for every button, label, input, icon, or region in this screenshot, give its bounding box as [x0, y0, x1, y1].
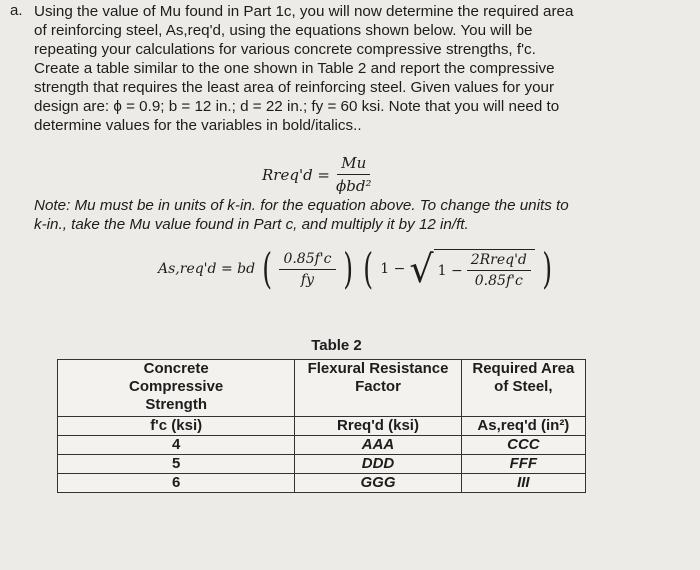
table-2 [57, 337, 586, 493]
formula-term: 1 − [380, 261, 406, 277]
formula-numerator: Mu [337, 154, 370, 175]
header-cell: Flexural Resistance Factor [295, 360, 461, 417]
question-label: a. [10, 2, 23, 19]
question-line: Create a table similar to the one shown in Table 2 and report the compressive [34, 60, 555, 77]
unit-cell: f'c (ksi) [58, 417, 295, 436]
square-root: √ 1 − $\frac{\text{2Rreq'd}}{0.85f'c}$ [409, 249, 535, 289]
formula-lhs: Rreq'd = [262, 165, 331, 184]
table-cell: DDD [295, 455, 461, 474]
formula-denominator: 0.85f'c [474, 273, 523, 289]
table-cell: III [461, 474, 585, 493]
rreqd-formula [262, 154, 371, 195]
question-line: design are: ϕ = 0.9; b = 12 in.; d = 22 in.; fy = 60 ksi. Note that you will need to [34, 98, 560, 115]
question-line: determine values for the variables in bold/italics.. [34, 117, 362, 134]
formula-denominator: ϕbd² [336, 177, 372, 195]
note-line: k-in., take the Mu value found in Part c, and multiply it by 12 in/ft. [34, 216, 469, 233]
table-header-row [58, 360, 586, 417]
note-line: Note: Mu must be in units of k-in. for the equation above. To change the units to [34, 197, 569, 214]
as-reqd-formula: As,req'd = bd ( $\frac{0.85f'c}{fy}$ ) ( 1 − √ 1 − $\frac{\text{2Rreq'd}}{0.85f'c}$ ) [158, 244, 553, 293]
table-cell: GGG [295, 474, 461, 493]
formula-fraction [336, 154, 371, 195]
units-note [34, 196, 674, 234]
question-line: of reinforcing steel, As,req'd, using the equations shown below. You will be [34, 22, 533, 39]
table-cell: 5 [58, 455, 295, 474]
question-line: strength that requires the least area of reinforcing steel. Given values for your [34, 79, 555, 96]
formula-numerator: 0.85f'c [279, 251, 335, 270]
table-row [58, 455, 586, 474]
table-cell: 6 [58, 474, 295, 493]
formula-term: 1 − [437, 262, 463, 279]
table-cell: AAA [295, 436, 461, 455]
question-text [34, 2, 689, 135]
formula-fraction [467, 252, 531, 289]
formula-fraction [279, 251, 335, 288]
question-line: repeating your calculations for various concrete compressive strengths, f'c. [34, 41, 536, 58]
header-cell: Concrete Compressive Strength [58, 360, 295, 417]
table-title: Table 2 [311, 337, 362, 354]
table-cell: 4 [58, 436, 295, 455]
table-row [58, 436, 586, 455]
formula-numerator: 2Rreq'd [467, 252, 531, 271]
unit-cell: Rreq'd (ksi) [295, 417, 461, 436]
results-table [57, 359, 586, 493]
table-row [58, 474, 586, 493]
table-cell: FFF [461, 455, 585, 474]
question-line: Using the value of Mu found in Part 1c, you will now determine the required area [34, 3, 574, 20]
table-units-row [58, 417, 586, 436]
unit-cell: As,req'd (in²) [461, 417, 585, 436]
formula-lhs: As,req'd = bd [158, 261, 256, 277]
table-cell: CCC [461, 436, 585, 455]
formula-denominator: fy [300, 271, 315, 288]
header-cell: Required Area of Steel, [461, 360, 585, 417]
